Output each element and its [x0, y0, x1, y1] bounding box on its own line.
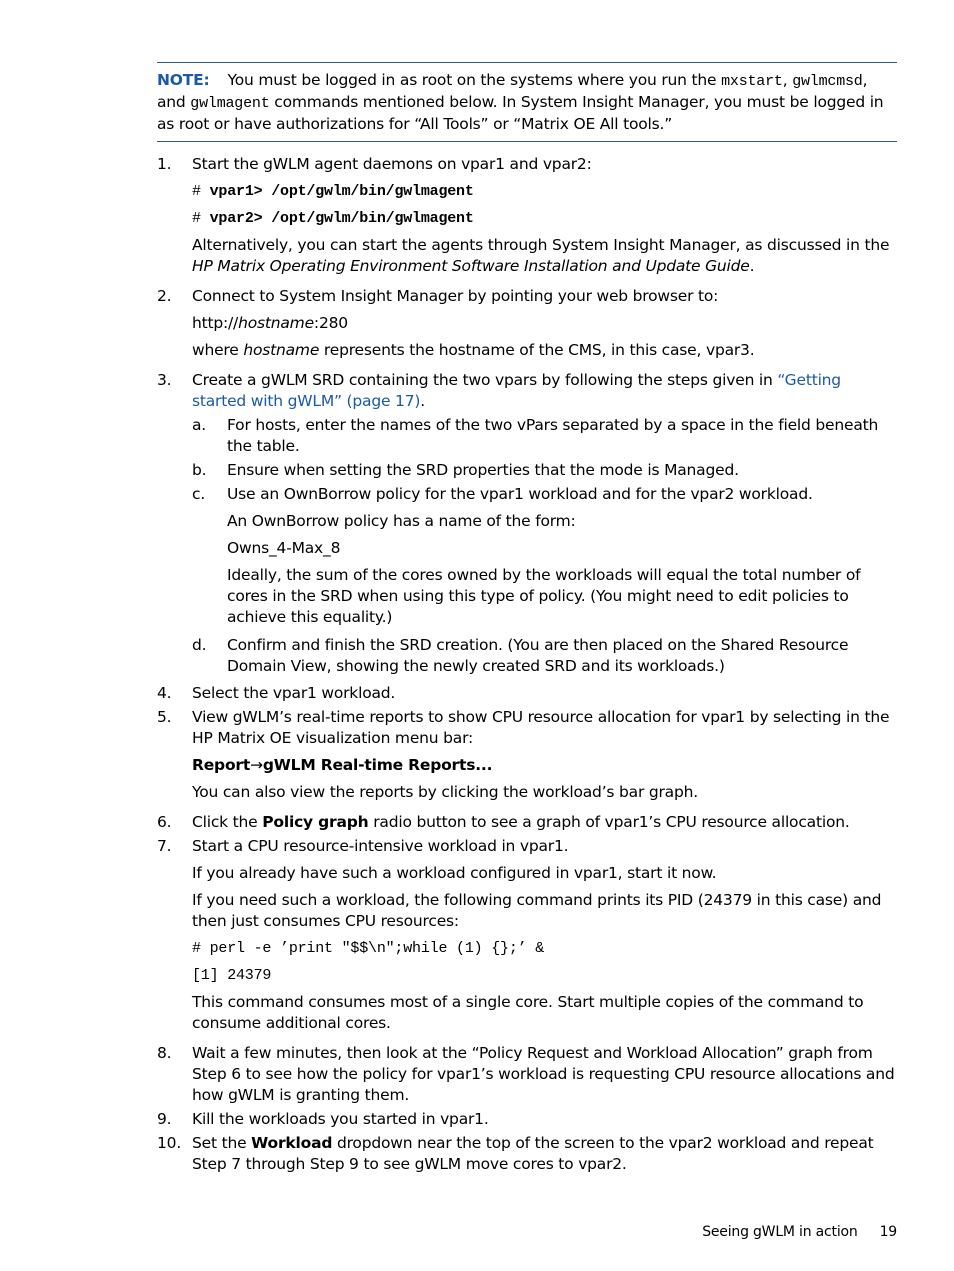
step-number: 8. — [157, 1044, 172, 1062]
menu-item-realtime-reports: gWLM Real-time Reports... — [262, 756, 493, 774]
note-text: You must be logged in as root on the systems where you run the — [227, 71, 722, 89]
text: http:// — [192, 314, 239, 332]
note-box — [157, 62, 897, 142]
text: . — [749, 257, 755, 275]
step-10 — [157, 1133, 897, 1175]
guide-title: HP Matrix Operating Environment Software Installation and Update Guide — [192, 257, 750, 275]
menu-item-report: Report — [192, 756, 251, 774]
text: hostname — [238, 314, 314, 332]
page-footer — [702, 1222, 897, 1242]
page-content — [157, 62, 897, 1175]
text: Alternatively, you can start the agents through System Insight Manager, as discussed in the — [192, 236, 890, 254]
ui-term: Policy graph — [262, 813, 369, 831]
step-text: Select the vpar1 workload. — [192, 684, 396, 702]
footer-section-title: Seeing gWLM in action — [702, 1224, 858, 1240]
step-text — [192, 1133, 897, 1175]
step-6 — [157, 812, 897, 833]
substep-letter: b. — [192, 461, 207, 479]
substep-a — [192, 415, 897, 457]
step-7 — [157, 836, 897, 1034]
text: hostname — [243, 341, 320, 359]
cross-reference-link[interactable]: “Getting started with gWLM” (page 17) — [192, 371, 841, 410]
arrow-icon: → — [250, 756, 263, 774]
step-text: Connect to System Insight Manager by pointing your web browser to: — [192, 287, 719, 305]
text: radio button to see a graph of vpar1’s CPU resource allocation. — [368, 813, 850, 831]
step-number: 3. — [157, 371, 172, 389]
step-paragraph: This command consumes most of a single core. Start multiple copies of the command to consume additional cores. — [192, 993, 864, 1032]
step-4 — [157, 683, 897, 704]
text: :280 — [313, 314, 348, 332]
substep-letter: c. — [192, 485, 206, 503]
command-vpar2 — [192, 208, 897, 229]
step-1 — [157, 154, 897, 277]
step-8 — [157, 1043, 897, 1106]
step-paragraph: If you already have such a workload configured in vpar1, start it now. — [192, 864, 717, 882]
step-number: 9. — [157, 1110, 172, 1128]
step-number: 7. — [157, 837, 172, 855]
prompt: # — [192, 210, 210, 227]
step-number: 2. — [157, 287, 172, 305]
step-number: 10. — [157, 1134, 182, 1152]
text: Set the — [192, 1134, 252, 1152]
note-text: , and — [157, 71, 868, 111]
step-text: Start the gWLM agent daemons on vpar1 and vpar2: — [192, 155, 592, 173]
ui-term: Workload — [251, 1134, 333, 1152]
note-code-gwlmcmsd: gwlmcmsd — [792, 73, 863, 90]
text: . — [420, 392, 425, 410]
text: dropdown near the top of the screen to the vpar2 workload and repeat Step 7 through Step 9 to see gWLM move cores to vpar2. — [192, 1134, 874, 1173]
step-text: View gWLM’s real-time reports to show CPU resource allocation for vpar1 by selecting in the HP Matrix OE visualization menu bar: — [192, 708, 890, 747]
code-output: [1] 24379 — [192, 967, 272, 984]
url-line — [192, 313, 897, 334]
step-text: Wait a few minutes, then look at the “Policy Request and Workload Allocation” graph from Step 6 to see how the policy for vpar1’s workload is requesting CPU resource allocations and how gWLM is granting them. — [192, 1044, 895, 1104]
substep-b — [192, 460, 897, 481]
text: represents the hostname of the CMS, in this case, vpar3. — [319, 341, 755, 359]
step-3 — [157, 370, 897, 677]
command: vpar1> /opt/gwlm/bin/gwlmagent — [209, 183, 474, 200]
note-code-mxstart: mxstart — [721, 73, 783, 90]
note-text: commands mentioned below. In System Insight Manager, you must be logged in as root or have authorizations for “All Tools” or “Matrix OE All tools.” — [157, 93, 884, 133]
note-text: , — [782, 71, 793, 89]
prompt: # — [192, 183, 210, 200]
step-number: 1. — [157, 155, 172, 173]
step-5 — [157, 707, 897, 803]
text: where — [192, 341, 244, 359]
substep-text: For hosts, enter the names of the two vPars separated by a space in the field beneath the table. — [227, 416, 879, 455]
substep-c — [192, 484, 897, 628]
code-line: # perl -e ’print "$$\n";while (1) {};’ & — [192, 940, 545, 957]
substep-d — [192, 635, 897, 677]
step-9 — [157, 1109, 897, 1130]
step-text — [192, 370, 897, 412]
note-label: NOTE: — [157, 71, 210, 89]
step-text: Start a CPU resource-intensive workload in vpar1. — [192, 837, 569, 855]
step-paragraph: If you need such a workload, the following command prints its PID (24379 in this case) and then just consumes CPU resources: — [192, 891, 882, 930]
substep-paragraph: An OwnBorrow policy has a name of the form: — [227, 512, 576, 530]
substep-text: Ensure when setting the SRD properties that the mode is Managed. — [227, 461, 739, 479]
step-paragraph — [192, 340, 897, 361]
substep-text: Use an OwnBorrow policy for the vpar1 workload and for the vpar2 workload. — [227, 485, 813, 503]
substep-letter: d. — [192, 636, 207, 654]
step-number: 5. — [157, 708, 172, 726]
page-number: 19 — [879, 1224, 897, 1240]
menu-path — [192, 755, 897, 776]
substep-text: Confirm and finish the SRD creation. (You are then placed on the Shared Resource Domain View, showing the newly created SRD and its workloads.) — [227, 636, 849, 675]
command-vpar1 — [192, 181, 897, 202]
text: Click the — [192, 813, 263, 831]
substep-paragraph: Ideally, the sum of the cores owned by the workloads will equal the total number of cores in the SRD when using this type of policy. (You might need to edit policies to achieve this equality.) — [227, 566, 861, 626]
step-paragraph: You can also view the reports by clicking the workload’s bar graph. — [192, 783, 698, 801]
substep-letter: a. — [192, 416, 207, 434]
step-number: 4. — [157, 684, 172, 702]
step-text: Kill the workloads you started in vpar1. — [192, 1110, 489, 1128]
text: Create a gWLM SRD containing the two vpars by following the steps given in — [192, 371, 778, 389]
command: vpar2> /opt/gwlm/bin/gwlmagent — [209, 210, 474, 227]
step-text — [192, 812, 897, 833]
step-2 — [157, 286, 897, 361]
step-paragraph — [192, 235, 897, 277]
note-code-gwlmagent: gwlmagent — [190, 95, 270, 112]
step-number: 6. — [157, 813, 172, 831]
policy-name-example: Owns_4-Max_8 — [227, 539, 341, 557]
